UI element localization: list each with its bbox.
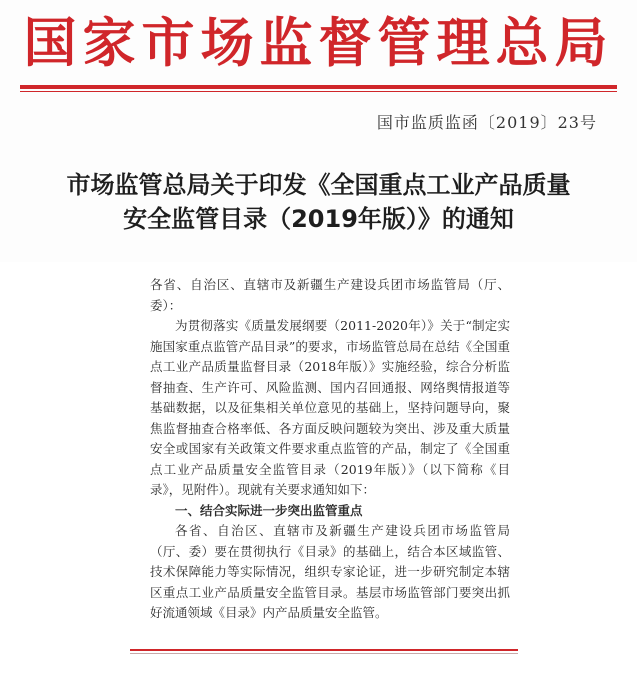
document-body [150,275,510,624]
document-title [0,168,637,236]
masthead-red-rule-thin [20,91,617,92]
footer-red-rule [130,649,518,651]
document-number: 国市监质监函〔2019〕23号 [376,113,597,132]
agency-masthead: 国家市场监督管理总局 [23,13,614,74]
body-paragraph-2: 各省、自治区、直辖市及新疆生产建设兵团市场监管局（厅、委）要在贯彻执行《目录》的基础上，结合本区域监管、技术保障能力等实际情况，组织专家论证，进一步研究制定本辖区重点工业产品质量安全监管目录。基层市场监管部门要突出抓好流通领域《目录》内产品质量安全监管。 [150,523,510,620]
document-title-line-1: 市场监管总局关于印发《全国重点工业产品质量 [66,171,571,199]
body-paragraph-1: 为贯彻落实《质量发展纲要（2011-2020年）》关于“制定实施国家重点监管产品目录”的要求，市场监管总局在总结《全国重点工业产品质量监督目录（2018年版）》实施经验，综合分析监督抽查、生产许可、风险监测、国内召回通报、网络舆情报道等基础数据，以及征集相关单位意见的基础上，坚持问题导向，聚焦监督抽查合格率低、各方面反映问题较为突出、涉及重大质量安全或国家有关政策文件要求重点监管的产品，制定了《全国重点工业产品质量安全监管目录（2019年版）》（以下简称《目录》，见附件）。现就有关要求通知如下： [150,318,510,497]
recipients-line: 各省、自治区、直辖市及新疆生产建设兵团市场监管局（厅、委）： [150,277,510,313]
masthead-red-rule [20,85,617,89]
section-heading-1: 一、结合实际进一步突出监管重点 [175,502,363,518]
footer-gray-rule [130,653,518,654]
document-title-line-2: 安全监管目录（2019年版）》的通知 [123,205,514,233]
